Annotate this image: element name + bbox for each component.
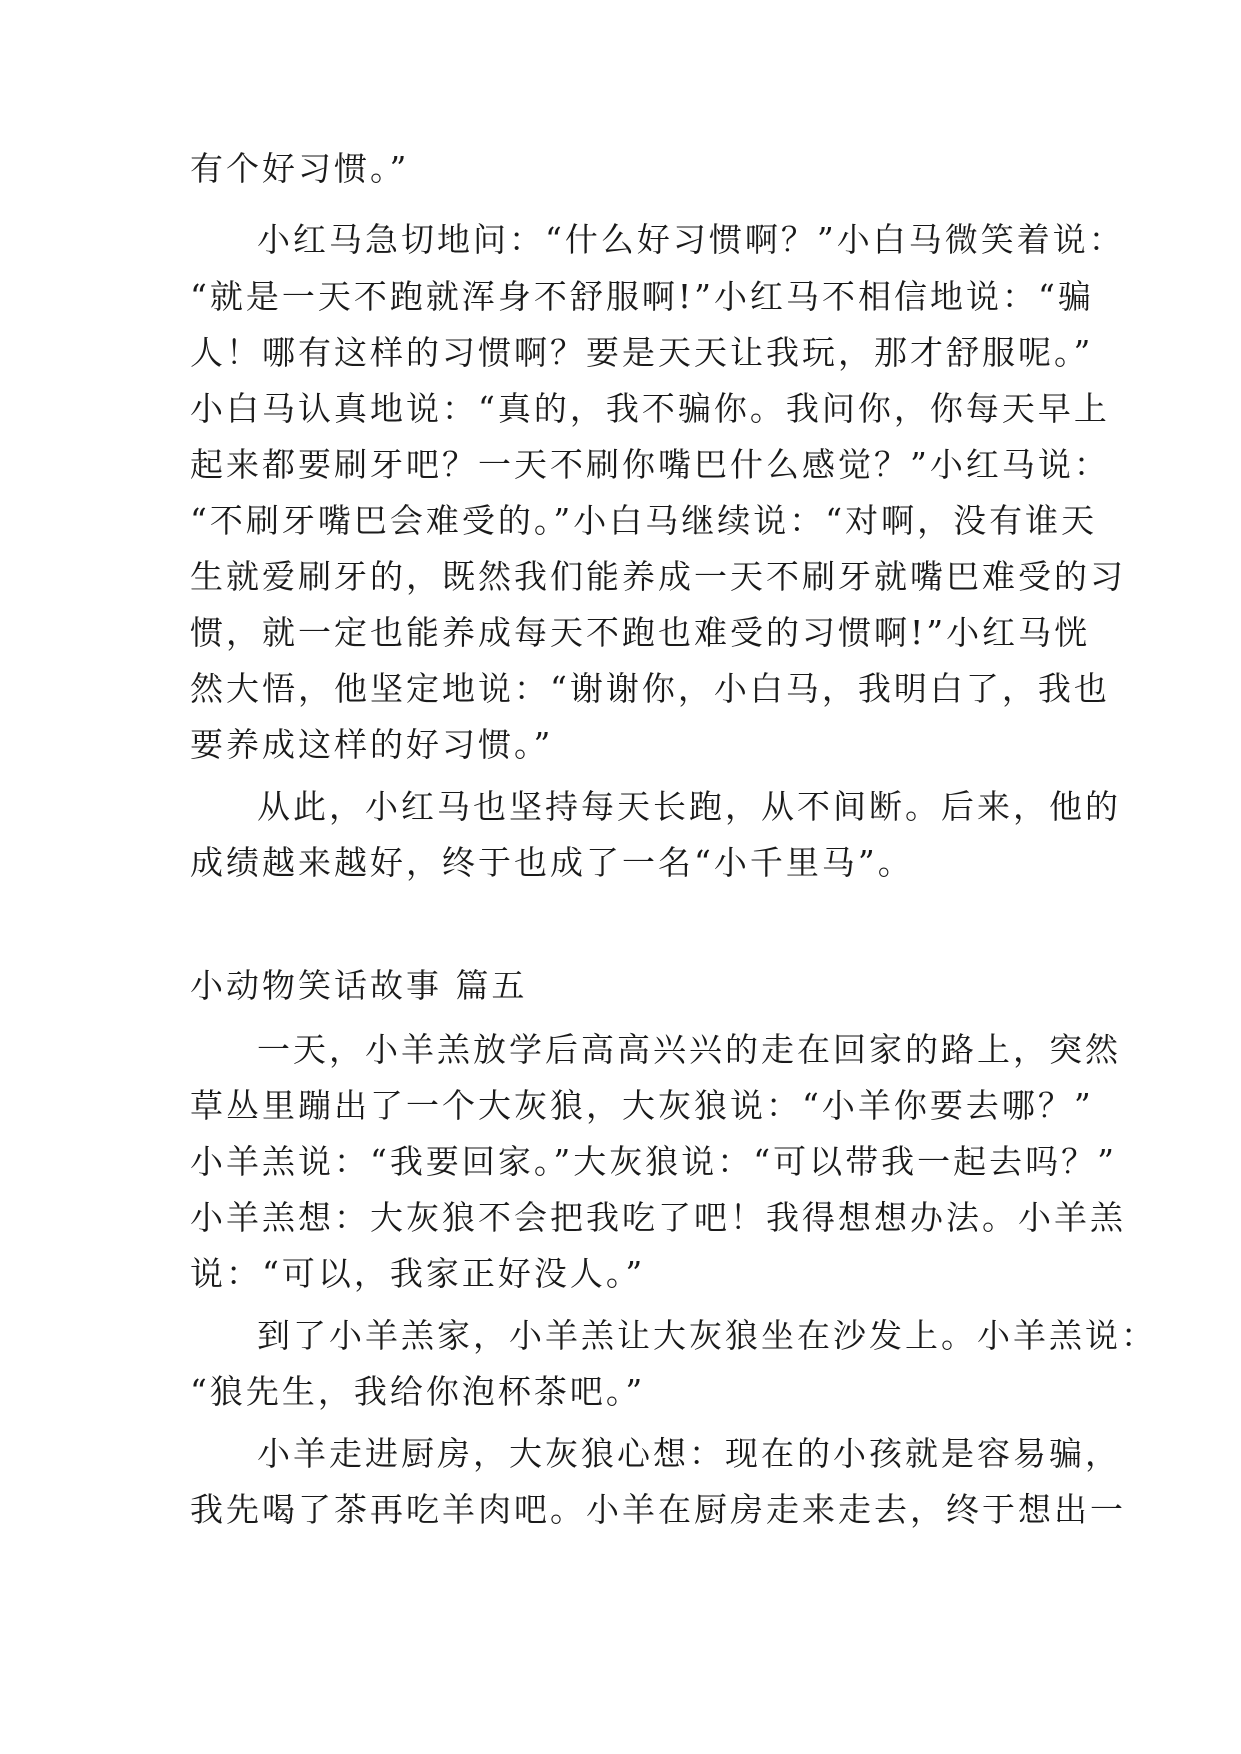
text-line: 成绩越来越好，终于也成了一名“小千里马”。 [190, 843, 914, 882]
text-line: “狼先生，我给你泡杯茶吧。” [190, 1372, 646, 1411]
paragraph-start-line: 到了小羊羔家，小羊羔让大灰狼坐在沙发上。小羊羔说： [257, 1316, 1157, 1355]
text-line: 生就爱刷牙的，既然我们能养成一天不刷牙就嘴巴难受的习 [190, 557, 1126, 596]
paragraph-start-line: 小红马急切地问：“什么好习惯啊？”小白马微笑着说： [257, 220, 1125, 259]
text-line: 我先喝了茶再吃羊肉吧。小羊在厨房走来走去，终于想出一 [190, 1490, 1126, 1529]
text-line: 起来都要刷牙吧？一天不刷你嘴巴什么感觉？”小红马说： [190, 445, 1110, 484]
text-line: “就是一天不跑就浑身不舒服啊!”小红马不相信地说：“骗 [190, 277, 1094, 316]
text-line: 小白马认真地说：“真的，我不骗你。我问你，你每天早上 [190, 389, 1110, 428]
text-line: 有个好习惯。” [190, 149, 410, 188]
section-heading: 小动物笑话故事 篇五 [190, 966, 528, 1005]
text-line: 惯，就一定也能养成每天不跑也难受的习惯啊!”小红马恍 [190, 613, 1091, 652]
paragraph-start-line: 小羊走进厨房，大灰狼心想：现在的小孩就是容易骗， [257, 1434, 1121, 1473]
text-line: 人！哪有这样的习惯啊？要是天天让我玩，那才舒服呢。” [190, 333, 1094, 372]
text-line: 草丛里蹦出了一个大灰狼，大灰狼说：“小羊你要去哪？” [190, 1086, 1094, 1125]
text-line: 小羊羔想：大灰狼不会把我吃了吧！我得想想办法。小羊羔 [190, 1198, 1126, 1237]
text-line: 然大悟，他坚定地说：“谢谢你，小白马，我明白了，我也 [190, 669, 1110, 708]
text-line: “不刷牙嘴巴会难受的。”小白马继续说：“对啊，没有谁天 [190, 501, 1098, 540]
text-line: 要养成这样的好习惯。” [190, 725, 554, 764]
paragraph-start-line: 一天，小羊羔放学后高高兴兴的走在回家的路上，突然 [257, 1030, 1121, 1069]
text-line: 说：“可以，我家正好没人。” [190, 1254, 646, 1293]
paragraph-start-line: 从此，小红马也坚持每天长跑，从不间断。后来，他的 [257, 787, 1121, 826]
text-line: 小羊羔说：“我要回家。”大灰狼说：“可以带我一起去吗？” [190, 1142, 1117, 1181]
